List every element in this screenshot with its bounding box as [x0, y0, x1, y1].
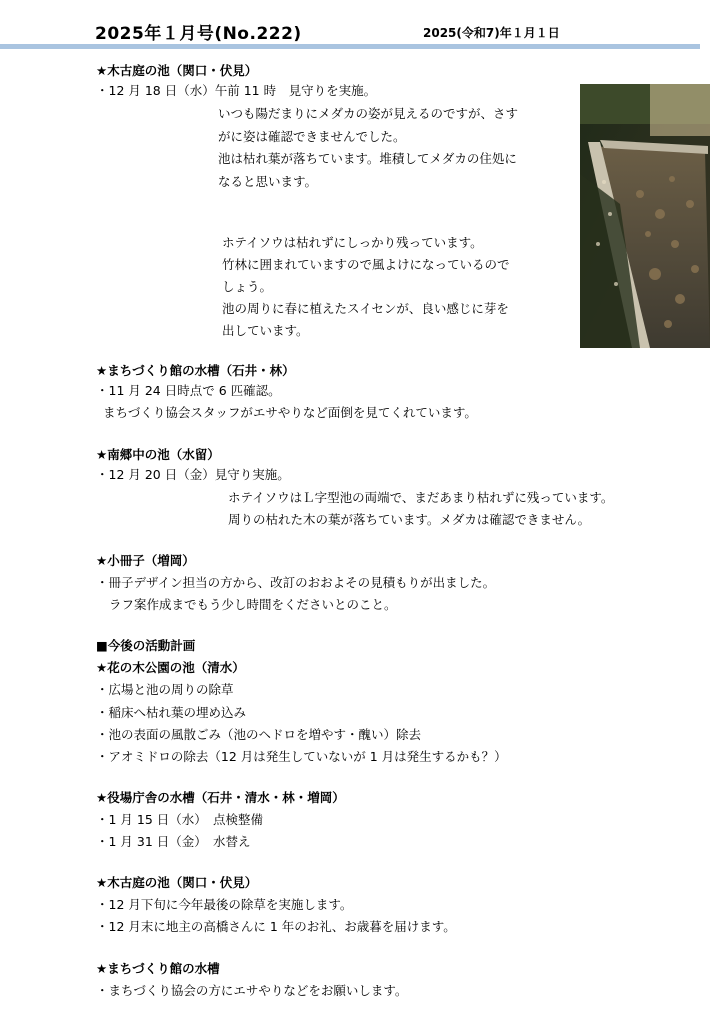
plan-item: ・広場と池の周りの除草 — [96, 682, 234, 697]
report-line: 池は枯れ葉が落ちています。堆積してメダカの住処に — [218, 151, 517, 166]
report-line: ホテイソウは枯れずにしっかり残っています。 — [222, 235, 483, 250]
report-line: がに姿は確認できませんでした。 — [218, 129, 406, 144]
plan-group-heading: ★木古庭の池（関口・伏見） — [96, 875, 258, 890]
plan-item: ・まちづくり協会の方にエサやりなどをお願いします。 — [96, 983, 408, 998]
report-line: 竹林に囲まれていますので風よけになっているので — [222, 257, 510, 272]
section-heading: ★木古庭の池（関口・伏見） — [96, 63, 258, 78]
plan-item: ・稲床へ枯れ葉の埋め込み — [96, 705, 247, 720]
plan-item: ・1 月 15 日（水） 点検整備 — [96, 812, 264, 827]
report-line: ・12 月 20 日（金）見守り実施。 — [96, 467, 290, 482]
report-line: しょう。 — [222, 279, 273, 294]
issue-title: 2025年１月号(No.222) — [95, 24, 302, 44]
report-line: 周りの枯れた木の葉が落ちています。メダカは確認できません。 — [228, 512, 591, 527]
plan-group-heading: ★まちづくり館の水槽 — [96, 961, 220, 976]
plans-heading: ■今後の活動計画 — [96, 638, 196, 653]
issue-date: 2025(令和7)年１月１日 — [423, 26, 560, 40]
report-line: ラフ案作成までもう少し時間をくださいとのこと。 — [109, 597, 397, 612]
plan-item: ・アオミドロの除去（12 月は発生していないが 1 月は発生するかも？） — [96, 749, 507, 764]
plan-group-heading: ★役場庁舎の水槽（石井・清水・林・増岡） — [96, 790, 345, 805]
plan-item: ・1 月 31 日（金） 水替え — [96, 834, 251, 849]
report-line: なると思います。 — [218, 174, 318, 189]
section-heading: ★南郷中の池（水留） — [96, 447, 220, 462]
report-line: ・11 月 24 日時点で 6 匹確認。 — [96, 383, 281, 398]
report-line: いつも陽だまりにメダカの姿が見えるのですが、さす — [218, 106, 519, 121]
plan-item: ・12 月末に地主の高橋さんに 1 年のお礼、お歳暮を届けます。 — [96, 919, 456, 934]
plan-item: ・12 月下旬に今年最後の除草を実施します。 — [96, 897, 353, 912]
plan-item: ・池の表面の風散ごみ（池のヘドロを増やす・醜い）除去 — [96, 727, 422, 742]
report-line: ・12 月 18 日（水）午前 11 時 見守りを実施。 — [96, 83, 377, 98]
report-line: 池の周りに春に植えたスイセンが、良い感じに芽を — [222, 301, 509, 316]
pond-photo — [580, 84, 710, 348]
report-line: 出しています。 — [222, 323, 309, 338]
report-line: まちづくり協会スタッフがエサやりなど面倒を見てくれています。 — [103, 405, 477, 420]
report-line: ホテイソウはＬ字型池の両端で、まだあまり枯れずに残っています。 — [228, 490, 614, 505]
report-line: ・冊子デザイン担当の方から、改訂のおおよその見積もりが出ました。 — [96, 575, 496, 590]
section-heading: ★小冊子（増岡） — [96, 553, 195, 568]
plan-group-heading: ★花の木公園の池（清水） — [96, 660, 245, 675]
section-heading: ★まちづくり館の水槽（石井・林） — [96, 363, 295, 378]
